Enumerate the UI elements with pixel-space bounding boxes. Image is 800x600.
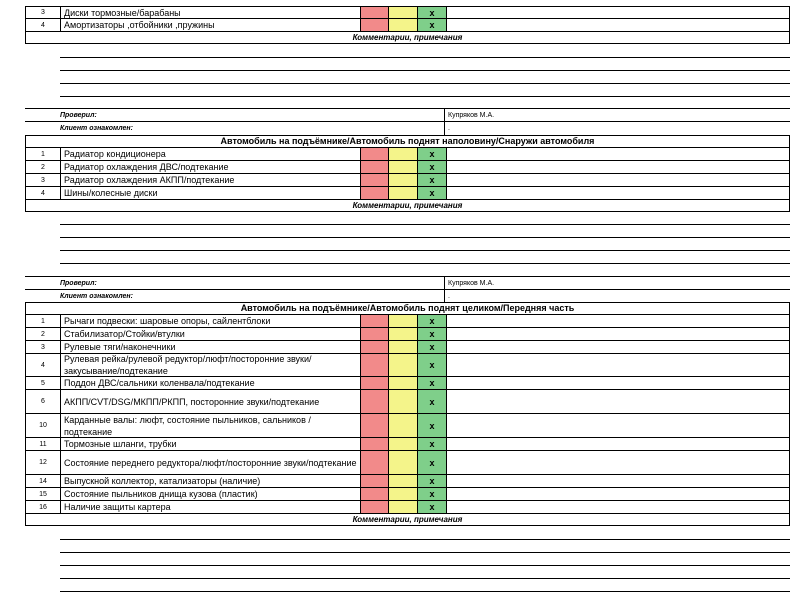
status-green-cell[interactable]: x xyxy=(418,148,447,160)
status-green-cell[interactable]: x xyxy=(418,19,447,31)
row-number: 3 xyxy=(26,7,61,18)
row-item-name: Радиатор кондиционера xyxy=(61,148,361,160)
table-row xyxy=(25,19,790,32)
row-notes-cell xyxy=(447,377,789,389)
status-green-cell[interactable]: x xyxy=(418,161,447,173)
status-yellow-cell[interactable] xyxy=(389,148,418,160)
status-yellow-cell[interactable] xyxy=(389,475,418,487)
row-item-name: Поддон ДВС/сальники коленвала/подтекание xyxy=(61,377,361,389)
row-number: 1 xyxy=(26,148,61,160)
status-yellow-cell[interactable] xyxy=(389,438,418,450)
table-row xyxy=(25,187,790,200)
row-item-name: Рулевая рейка/рулевой редуктор/люфт/посторонние звуки/закусывание/подтекание xyxy=(61,354,361,376)
table-row xyxy=(25,328,790,341)
row-number: 12 xyxy=(26,451,61,474)
row-notes-cell xyxy=(447,148,789,160)
comment-line[interactable] xyxy=(60,83,790,84)
status-green-cell[interactable]: x xyxy=(418,328,447,340)
table-row xyxy=(25,501,790,514)
row-notes-cell xyxy=(447,488,789,500)
row-notes-cell xyxy=(447,187,789,199)
status-yellow-cell[interactable] xyxy=(389,377,418,389)
comment-line[interactable] xyxy=(60,263,790,264)
row-number: 4 xyxy=(26,354,61,376)
status-green-cell[interactable]: x xyxy=(418,7,447,18)
status-yellow-cell[interactable] xyxy=(389,19,418,31)
table-row xyxy=(25,354,790,377)
comment-line[interactable] xyxy=(60,565,790,566)
status-green-cell[interactable]: x xyxy=(418,451,447,474)
status-red-cell[interactable] xyxy=(361,438,389,450)
row-item-name: Состояние пыльников днища кузова (пластик) xyxy=(61,488,361,500)
status-green-cell[interactable]: x xyxy=(418,187,447,199)
row-item-name: Тормозные шланги, трубки xyxy=(61,438,361,450)
comments-header: Комментарии, примечания xyxy=(25,200,790,212)
status-green-cell[interactable]: x xyxy=(418,315,447,327)
status-red-cell[interactable] xyxy=(361,390,389,413)
row-item-name: Шины/колесные диски xyxy=(61,187,361,199)
row-number: 2 xyxy=(26,161,61,173)
row-item-name: Выпускной коллектор, катализаторы (наличие) xyxy=(61,475,361,487)
table-row xyxy=(25,341,790,354)
row-item-name: Диски тормозные/барабаны xyxy=(61,7,361,18)
client-acknowledged-label: Клиент ознакомлен: xyxy=(60,292,133,300)
comment-line[interactable] xyxy=(60,237,790,238)
comment-line[interactable] xyxy=(60,591,790,592)
status-yellow-cell[interactable] xyxy=(389,187,418,199)
status-red-cell[interactable] xyxy=(361,414,389,437)
checked-by-label: Проверил: xyxy=(60,279,97,287)
status-yellow-cell[interactable] xyxy=(389,488,418,500)
row-number: 3 xyxy=(26,174,61,186)
row-item-name: Радиатор охлаждения ДВС/подтекание xyxy=(61,161,361,173)
status-yellow-cell[interactable] xyxy=(389,328,418,340)
status-red-cell[interactable] xyxy=(361,7,389,18)
table-row xyxy=(25,161,790,174)
status-yellow-cell[interactable] xyxy=(389,315,418,327)
status-green-cell[interactable]: x xyxy=(418,501,447,513)
table-row xyxy=(25,390,790,414)
status-red-cell[interactable] xyxy=(361,19,389,31)
row-notes-cell xyxy=(447,161,789,173)
table-row xyxy=(25,475,790,488)
row-item-name: Состояние переднего редуктора/люфт/посторонние звуки/подтекание xyxy=(61,451,361,474)
status-red-cell[interactable] xyxy=(361,451,389,474)
status-red-cell[interactable] xyxy=(361,354,389,376)
status-green-cell[interactable]: x xyxy=(418,414,447,437)
row-number: 14 xyxy=(26,475,61,487)
status-yellow-cell[interactable] xyxy=(389,501,418,513)
status-green-cell[interactable]: x xyxy=(418,377,447,389)
row-item-name: Карданные валы: люфт, состояние пыльников, сальников / подтекание xyxy=(61,414,361,437)
row-number: 15 xyxy=(26,488,61,500)
row-notes-cell xyxy=(447,414,789,437)
row-notes-cell xyxy=(447,315,789,327)
row-number: 4 xyxy=(26,19,61,31)
row-number: 4 xyxy=(26,187,61,199)
row-notes-cell xyxy=(447,354,789,376)
row-item-name: Радиатор охлаждения АКПП/подтекание xyxy=(61,174,361,186)
checked-by-row xyxy=(25,276,790,289)
table-row xyxy=(25,315,790,328)
status-yellow-cell[interactable] xyxy=(389,161,418,173)
status-green-cell[interactable]: x xyxy=(418,354,447,376)
table-row xyxy=(25,451,790,475)
comment-line[interactable] xyxy=(60,539,790,540)
table-row xyxy=(25,148,790,161)
row-number: 1 xyxy=(26,315,61,327)
row-notes-cell xyxy=(447,341,789,353)
status-green-cell[interactable]: x xyxy=(418,488,447,500)
row-item-name: Рулевые тяги/наконечники xyxy=(61,341,361,353)
row-number: 5 xyxy=(26,377,61,389)
row-number: 2 xyxy=(26,328,61,340)
table-row xyxy=(25,377,790,390)
row-number: 3 xyxy=(26,341,61,353)
section-title: Автомобиль на подъёмнике/Автомобиль поднят целиком/Передняя часть xyxy=(25,302,790,315)
table-row xyxy=(25,438,790,451)
comments-header: Комментарии, примечания xyxy=(25,514,790,526)
client-acknowledged-row xyxy=(25,289,790,302)
status-red-cell[interactable] xyxy=(361,328,389,340)
checked-by-value: Купряков М.А. xyxy=(444,109,790,121)
comments-header: Комментарии, примечания xyxy=(25,32,790,44)
row-item-name: Стабилизатор/Стойки/втулки xyxy=(61,328,361,340)
status-yellow-cell[interactable] xyxy=(389,414,418,437)
status-red-cell[interactable] xyxy=(361,488,389,500)
table-row xyxy=(25,414,790,438)
row-number: 6 xyxy=(26,390,61,413)
row-notes-cell xyxy=(447,328,789,340)
client-acknowledged-value: . xyxy=(444,122,790,135)
row-item-name: Амортизаторы ,отбойники ,пружины xyxy=(61,19,361,31)
status-yellow-cell[interactable] xyxy=(389,354,418,376)
status-red-cell[interactable] xyxy=(361,187,389,199)
row-item-name: Рычаги подвески: шаровые опоры, сайлентблоки xyxy=(61,315,361,327)
status-yellow-cell[interactable] xyxy=(389,451,418,474)
row-item-name: АКПП/CVT/DSG/МКПП/РКПП, посторонние звуки/подтекание xyxy=(61,390,361,413)
row-notes-cell xyxy=(447,501,789,513)
status-red-cell[interactable] xyxy=(361,148,389,160)
status-yellow-cell[interactable] xyxy=(389,7,418,18)
client-acknowledged-value: . xyxy=(444,290,790,302)
status-green-cell[interactable]: x xyxy=(418,341,447,353)
checked-by-label: Проверил: xyxy=(60,111,97,119)
checked-by-row xyxy=(25,108,790,121)
status-yellow-cell[interactable] xyxy=(389,174,418,186)
comment-line[interactable] xyxy=(60,578,790,579)
client-acknowledged-label: Клиент ознакомлен: xyxy=(60,125,133,132)
row-number: 10 xyxy=(26,414,61,437)
status-yellow-cell[interactable] xyxy=(389,390,418,413)
checked-by-value: Купряков М.А. xyxy=(444,277,790,289)
row-notes-cell xyxy=(447,438,789,450)
row-notes-cell xyxy=(447,19,789,31)
client-acknowledged-row xyxy=(25,121,790,135)
table-row xyxy=(25,174,790,187)
row-notes-cell xyxy=(447,390,789,413)
row-notes-cell xyxy=(447,7,789,18)
status-yellow-cell[interactable] xyxy=(389,341,418,353)
section-title: Автомобиль на подъёмнике/Автомобиль поднят наполовину/Снаружи автомобиля xyxy=(25,135,790,148)
comment-line[interactable] xyxy=(60,70,790,71)
status-green-cell[interactable]: x xyxy=(418,174,447,186)
row-item-name: Наличие защиты картера xyxy=(61,501,361,513)
status-red-cell[interactable] xyxy=(361,475,389,487)
status-red-cell[interactable] xyxy=(361,174,389,186)
comment-line[interactable] xyxy=(60,224,790,225)
status-red-cell[interactable] xyxy=(361,377,389,389)
table-row xyxy=(25,488,790,501)
comment-line[interactable] xyxy=(60,96,790,97)
row-notes-cell xyxy=(447,174,789,186)
status-red-cell[interactable] xyxy=(361,315,389,327)
status-green-cell[interactable]: x xyxy=(418,475,447,487)
table-row xyxy=(25,6,790,19)
row-number: 16 xyxy=(26,501,61,513)
status-red-cell[interactable] xyxy=(361,501,389,513)
row-notes-cell xyxy=(447,475,789,487)
comment-line[interactable] xyxy=(60,250,790,251)
row-notes-cell xyxy=(447,451,789,474)
status-red-cell[interactable] xyxy=(361,161,389,173)
row-number: 11 xyxy=(26,438,61,450)
status-green-cell[interactable]: x xyxy=(418,438,447,450)
comment-line[interactable] xyxy=(60,57,790,58)
comment-line[interactable] xyxy=(60,552,790,553)
status-green-cell[interactable]: x xyxy=(418,390,447,413)
status-red-cell[interactable] xyxy=(361,341,389,353)
